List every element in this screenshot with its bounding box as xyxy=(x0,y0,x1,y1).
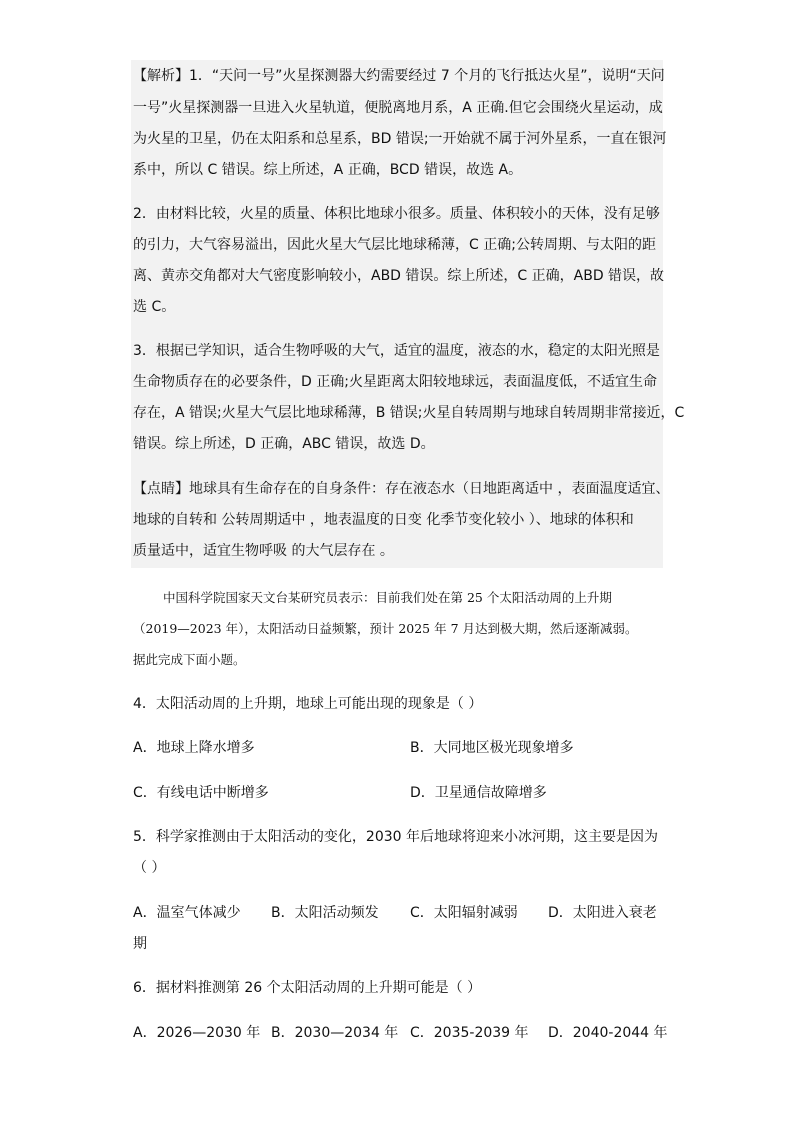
analysis-p1-line-1: 【解析】1．“天问一号”火星探测器大约需要经过 7 个月的飞行抵达火星”，说明“天问 xyxy=(133,68,665,84)
analysis-p3-line-2: 生命物质存在的必要条件，D 正确;火星距离太阳较地球远，表面温度低，不适宜生命 xyxy=(133,374,657,390)
tip-line-3: 质量适中，适宜生物呼吸 的大气层存在 。 xyxy=(133,543,394,559)
question-5-option-a: A．温室气体减少 xyxy=(133,905,241,921)
question-6-option-d: D．2040-2044 年 xyxy=(548,1025,668,1041)
analysis-p2-line-4: 选 C。 xyxy=(133,299,176,315)
analysis-p1-line-4: 系中，所以 C 错误。综上所述，A 正确，BCD 错误，故选 A。 xyxy=(133,162,523,178)
question-4-stem: 4．太阳活动周的上升期，地球上可能出现的现象是（ ） xyxy=(133,696,483,712)
question-5-stem: 5．科学家推测由于太阳活动的变化，2030 年后地球将迎来小冰河期，这主要是因为 xyxy=(133,829,658,845)
analysis-p1-line-2: 一号”火星探测器一旦进入火星轨道，便脱离地月系，A 正确.但它会围绕火星运动，成 xyxy=(133,100,663,116)
question-6-option-a: A．2026—2030 年 xyxy=(133,1025,261,1041)
question-6-option-b: B．2030—2034 年 xyxy=(271,1025,399,1041)
analysis-p2-line-1: 2．由材料比较，火星的质量、体积比地球小很多。质量、体积较小的天体，没有足够 xyxy=(133,206,660,222)
analysis-p1-line-3: 为火星的卫星，仍在太阳系和总星系，BD 错误;一开始就不属于河外星系，一直在银河 xyxy=(133,131,667,147)
question-5-option-d: D．太阳进入衰老 xyxy=(548,905,657,921)
question-5-option-b: B．太阳活动频发 xyxy=(271,905,379,921)
material-line-3: 据此完成下面小题。 xyxy=(133,652,246,667)
question-5-option-d-continued: 期 xyxy=(133,936,147,952)
analysis-p2-line-2: 的引力，大气容易溢出，因此火星大气层比地球稀薄，C 正确;公转周期、与太阳的距 xyxy=(133,237,656,253)
question-4-option-c: C．有线电话中断增多 xyxy=(133,785,269,801)
question-5-option-c: C．太阳辐射减弱 xyxy=(410,905,518,921)
analysis-p2-line-3: 离、黄赤交角都对大气密度影响较小，ABD 错误。综上所述，C 正确，ABD 错误，故 xyxy=(133,268,665,284)
question-6-option-c: C．2035-2039 年 xyxy=(410,1025,529,1041)
material-line-1: 中国科学院国家天文台某研究员表示：目前我们处在第 25 个太阳活动周的上升期 xyxy=(163,590,612,605)
question-6-stem: 6．据材料推测第 26 个太阳活动周的上升期可能是（ ） xyxy=(133,980,482,996)
analysis-p3-line-4: 错误。综上所述，D 正确，ABC 错误，故选 D。 xyxy=(133,436,435,452)
question-4-option-a: A．地球上降水增多 xyxy=(133,740,255,756)
question-4-option-b: B．大同地区极光现象增多 xyxy=(410,740,574,756)
tip-line-2: 地球的自转和 公转周期适中 ，地表温度的日变 化季节变化较小 ）、地球的体积和 xyxy=(133,512,634,528)
material-line-2: （2019—2023 年），太阳活动日益频繁，预计 2025 年 7 月达到极大期，然后逐渐减弱。 xyxy=(133,621,638,636)
question-4-option-d: D．卫星通信故障增多 xyxy=(410,785,547,801)
question-5-stem-bracket: （ ） xyxy=(133,860,166,876)
analysis-p3-line-1: 3．根据已学知识，适合生物呼吸的大气，适宜的温度，液态的水，稳定的太阳光照是 xyxy=(133,343,660,359)
analysis-p3-line-3: 存在，A 错误;火星大气层比地球稀薄，B 错误;火星自转周期与地球自转周期非常接近，C xyxy=(133,405,685,421)
tip-line-1: 【点睛】地球具有生命存在的自身条件：存在液态水（日地距离适中 ，表面温度适宜、 xyxy=(133,481,670,497)
